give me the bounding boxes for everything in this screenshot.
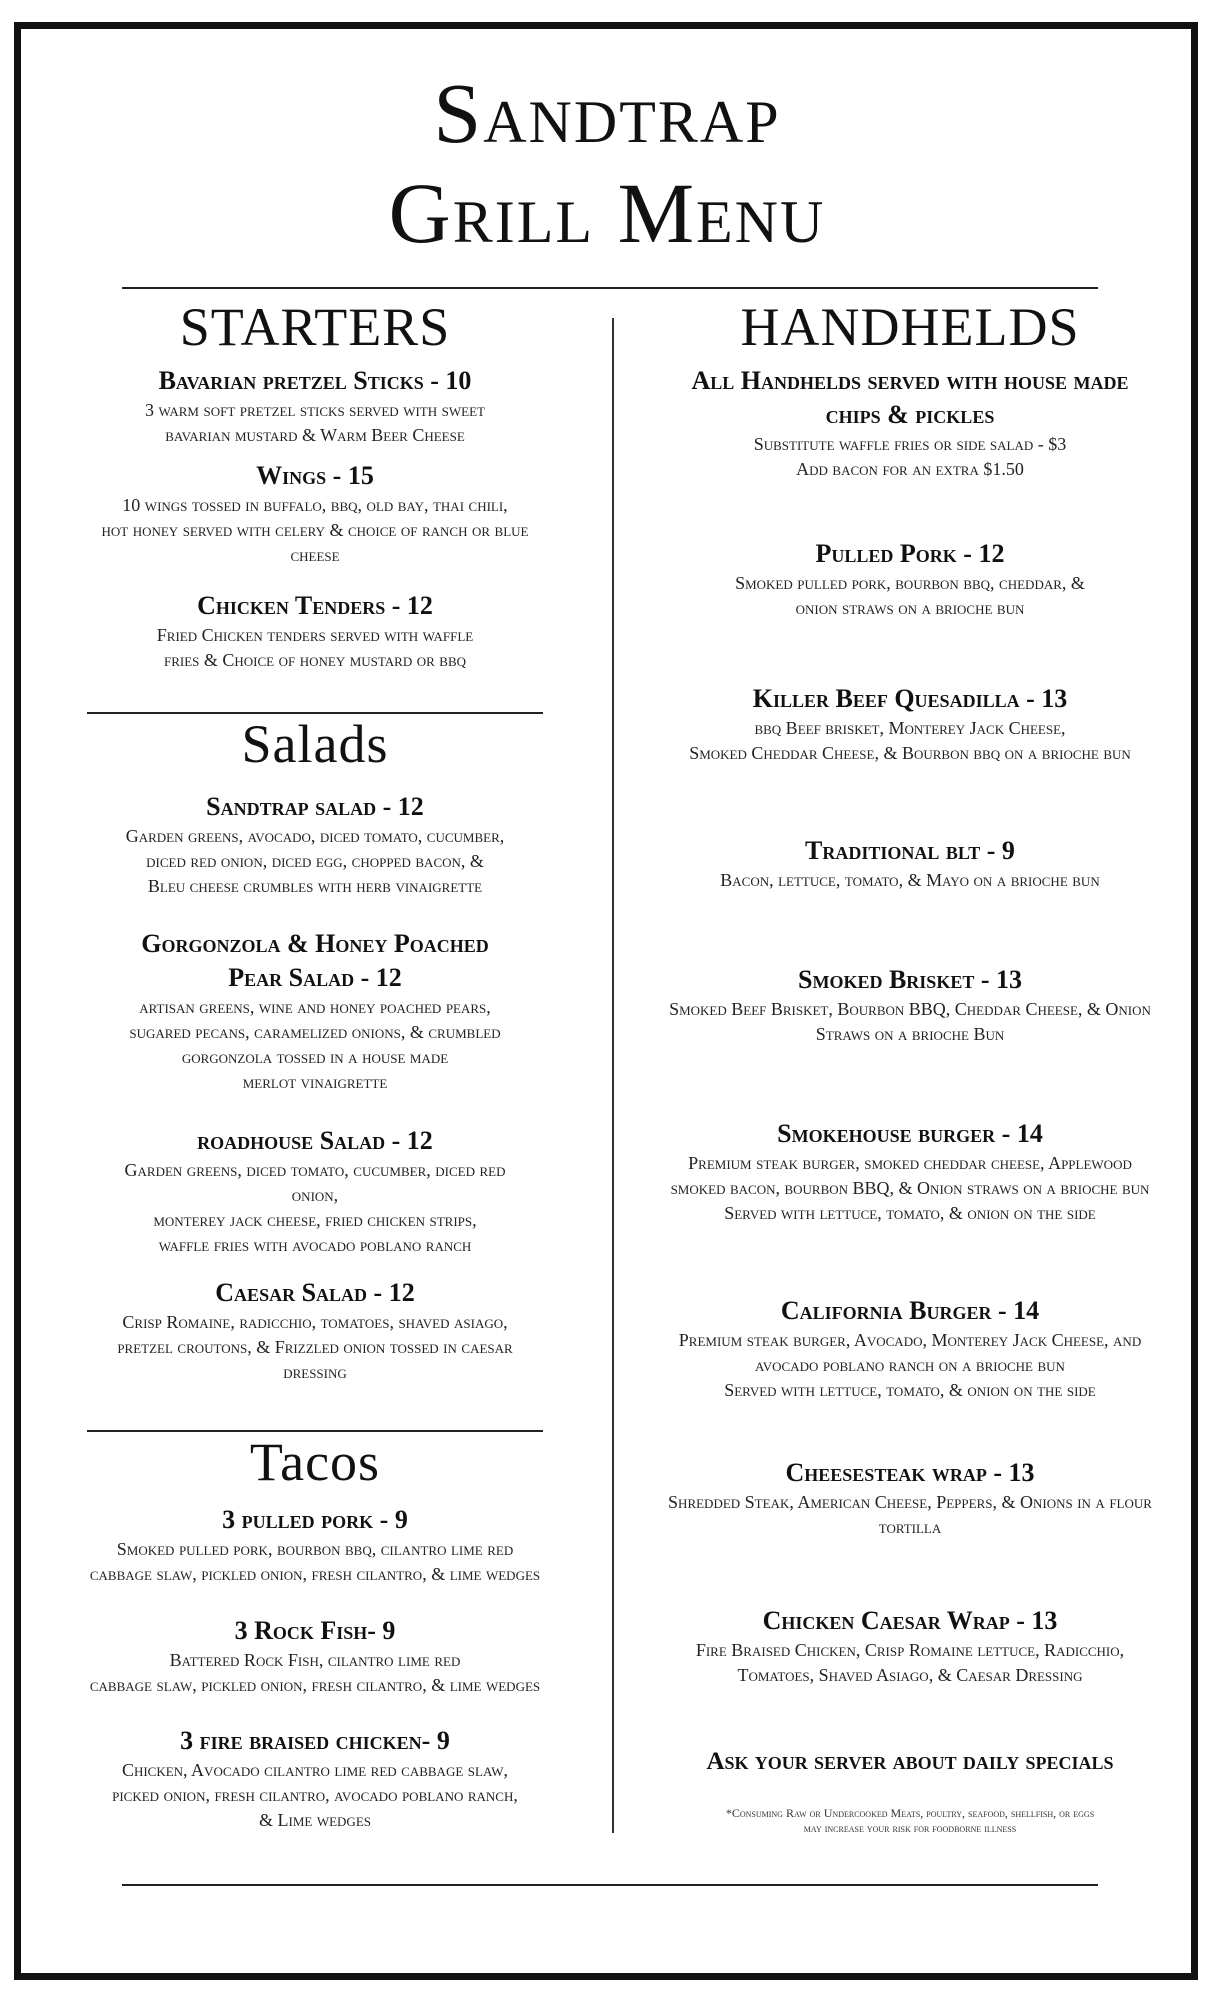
item-desc: Premium steak burger, Avocado, Monterey Jack Cheese, and xyxy=(678,1330,1142,1350)
item-desc: Served with lettuce, tomato, & onion on the side xyxy=(724,1380,1096,1400)
item-desc: artisan greens, wine and honey poached pears, xyxy=(139,997,491,1017)
menu-item xyxy=(20,364,610,448)
item-name: Smoked Brisket - 13 xyxy=(798,965,1022,994)
menu-title-line-2: Grill Menu xyxy=(388,165,826,261)
disclaimer-line: may increase your risk for foodborne illness xyxy=(803,1821,1017,1835)
item-desc: Substitute waffle fries or side salad - $3 xyxy=(753,434,1067,454)
item-desc: Fire Braised Chicken, Crisp Romaine lettuce, Radicchio, xyxy=(695,1640,1125,1660)
menu-item xyxy=(20,1724,610,1833)
item-desc: Tomatoes, Shaved Asiago, & Caesar Dressing xyxy=(737,1665,1083,1685)
menu-item xyxy=(20,790,610,899)
item-desc: Bacon, lettuce, tomato, & Mayo on a brioche bun xyxy=(720,870,1100,890)
item-desc: Bleu cheese crumbles with herb vinaigrette xyxy=(147,876,483,896)
menu-item xyxy=(20,1503,610,1587)
food-safety-disclaimer xyxy=(618,1806,1202,1836)
item-name: 3 Rock Fish- 9 xyxy=(234,1616,396,1645)
item-desc: Garden greens, avocado, diced tomato, cucumber, xyxy=(125,826,505,846)
left-column xyxy=(20,0,610,2000)
item-name: Wings - 15 xyxy=(256,461,374,490)
menu-item xyxy=(20,1124,610,1258)
item-desc: sugared pecans, caramelized onions, & crumbled xyxy=(129,1022,501,1042)
item-name: Pear Salad - 12 xyxy=(228,963,402,992)
item-desc: Served with lettuce, tomato, & onion on the side xyxy=(724,1203,1096,1223)
item-desc: Premium steak burger, smoked cheddar cheese, Applewood xyxy=(688,1153,1132,1173)
item-desc: diced red onion, diced egg, chopped bacon, & xyxy=(146,851,484,871)
item-desc: bbq Beef brisket, Monterey Jack Cheese, xyxy=(754,718,1066,738)
bottom-divider xyxy=(122,1884,1098,1886)
item-name: Cheesesteak wrap - 13 xyxy=(785,1458,1035,1487)
item-desc: onion straws on a brioche bun xyxy=(795,598,1025,618)
item-desc: Shredded Steak, American Cheese, Peppers, & Onions in a flour xyxy=(668,1492,1152,1512)
item-desc: dressing xyxy=(283,1362,347,1382)
handhelds-heading: HANDHELDS xyxy=(740,297,1080,357)
item-desc: gorgonzola tossed in a house made xyxy=(181,1047,449,1067)
menu-item xyxy=(618,1604,1202,1688)
item-desc: hot honey served with celery & choice of ranch or blue xyxy=(101,520,529,540)
item-desc: waffle fries with avocado poblano ranch xyxy=(158,1235,472,1255)
item-desc: tortilla xyxy=(878,1517,942,1537)
item-name: 3 fire braised chicken- 9 xyxy=(180,1726,450,1755)
disclaimer-line: *Consuming Raw or Undercooked Meats, poultry, seafood, shellfish, or eggs xyxy=(725,1806,1095,1820)
item-name: All Handhelds served with house made xyxy=(691,366,1129,395)
menu-item xyxy=(20,1614,610,1698)
item-desc: Battered Rock Fish, cilantro lime red xyxy=(169,1650,461,1670)
menu-title-line-1: Sandtrap xyxy=(433,65,781,161)
item-name: Bavarian pretzel Sticks - 10 xyxy=(158,366,472,395)
item-desc: monterey jack cheese, fried chicken strips, xyxy=(153,1210,477,1230)
menu-item xyxy=(20,459,610,568)
menu-item xyxy=(20,1276,610,1385)
item-desc: avocado poblano ranch on a brioche bun xyxy=(755,1355,1065,1375)
item-name: California Burger - 14 xyxy=(780,1296,1040,1325)
item-name: Caesar Salad - 12 xyxy=(215,1278,415,1307)
menu-item xyxy=(618,834,1202,893)
item-name: Pulled Pork - 12 xyxy=(815,539,1005,568)
item-desc: Smoked Cheddar Cheese, & Bourbon bbq on a brioche bun xyxy=(689,743,1131,763)
tacos-heading: Tacos xyxy=(249,1432,381,1492)
item-desc: cabbage slaw, pickled onion, fresh cilantro, & lime wedges xyxy=(89,1564,541,1584)
daily-specials-note: Ask your server about daily specials xyxy=(706,1748,1114,1775)
menu-item xyxy=(618,963,1202,1047)
item-desc: Crisp Romaine, radicchio, tomatoes, shaved asiago, xyxy=(122,1312,508,1332)
item-desc: Smoked pulled pork, bourbon bbq, cheddar, & xyxy=(735,573,1085,593)
item-desc: picked onion, fresh cilantro, avocado poblano ranch, xyxy=(112,1785,518,1805)
right-column xyxy=(618,0,1202,2000)
item-desc: cabbage slaw, pickled onion, fresh cilantro, & lime wedges xyxy=(89,1675,541,1695)
item-name: roadhouse Salad - 12 xyxy=(197,1126,433,1155)
item-name: Chicken Tenders - 12 xyxy=(197,591,433,620)
item-name: Traditional blt - 9 xyxy=(805,836,1015,865)
column-divider xyxy=(612,318,614,1833)
item-name: chips & pickles xyxy=(825,400,995,429)
item-desc: & Lime wedges xyxy=(259,1810,371,1830)
menu-item xyxy=(618,1117,1202,1226)
item-desc: Smoked pulled pork, bourbon bbq, cilantro lime red xyxy=(116,1539,514,1559)
menu-item xyxy=(20,589,610,673)
item-desc: Add bacon for an extra $1.50 xyxy=(796,459,1024,479)
salads-heading: Salads xyxy=(241,714,389,774)
menu-item xyxy=(618,682,1202,766)
item-name: Smokehouse burger - 14 xyxy=(777,1119,1043,1148)
item-name: Chicken Caesar Wrap - 13 xyxy=(762,1606,1058,1635)
item-desc: smoked bacon, bourbon BBQ, & Onion straws on a brioche bun xyxy=(670,1178,1150,1198)
item-name: Gorgonzola & Honey Poached xyxy=(141,929,489,958)
item-name: Sandtrap salad - 12 xyxy=(206,792,424,821)
handhelds-intro xyxy=(618,364,1202,482)
item-desc: Garden greens, diced tomato, cucumber, diced red xyxy=(124,1160,506,1180)
item-desc: merlot vinaigrette xyxy=(242,1072,388,1092)
item-desc: 10 wings tossed in buffalo, bbq, old bay, thai chili, xyxy=(122,495,508,515)
item-desc: onion, xyxy=(291,1185,339,1205)
item-name: 3 pulled pork - 9 xyxy=(222,1505,408,1534)
menu-item xyxy=(618,1294,1202,1403)
item-name: Killer Beef Quesadilla - 13 xyxy=(752,684,1068,713)
item-desc: fries & Choice of honey mustard or bbq xyxy=(163,650,467,670)
item-desc: Fried Chicken tenders served with waffle xyxy=(156,625,474,645)
menu-item xyxy=(20,927,610,1095)
menu-item xyxy=(618,537,1202,621)
item-desc: 3 warm soft pretzel sticks served with sweet xyxy=(145,400,485,420)
starters-heading: STARTERS xyxy=(179,297,451,357)
item-desc: cheese xyxy=(290,545,340,565)
item-desc: bavarian mustard & Warm Beer Cheese xyxy=(165,425,465,445)
item-desc: Straws on a brioche Bun xyxy=(815,1024,1005,1044)
item-desc: Chicken, Avocado cilantro lime red cabbage slaw, xyxy=(121,1760,509,1780)
menu-item xyxy=(618,1456,1202,1540)
item-desc: Smoked Beef Brisket, Bourbon BBQ, Cheddar Cheese, & Onion xyxy=(669,999,1151,1019)
item-desc: pretzel croutons, & Frizzled onion tossed in caesar xyxy=(117,1337,513,1357)
